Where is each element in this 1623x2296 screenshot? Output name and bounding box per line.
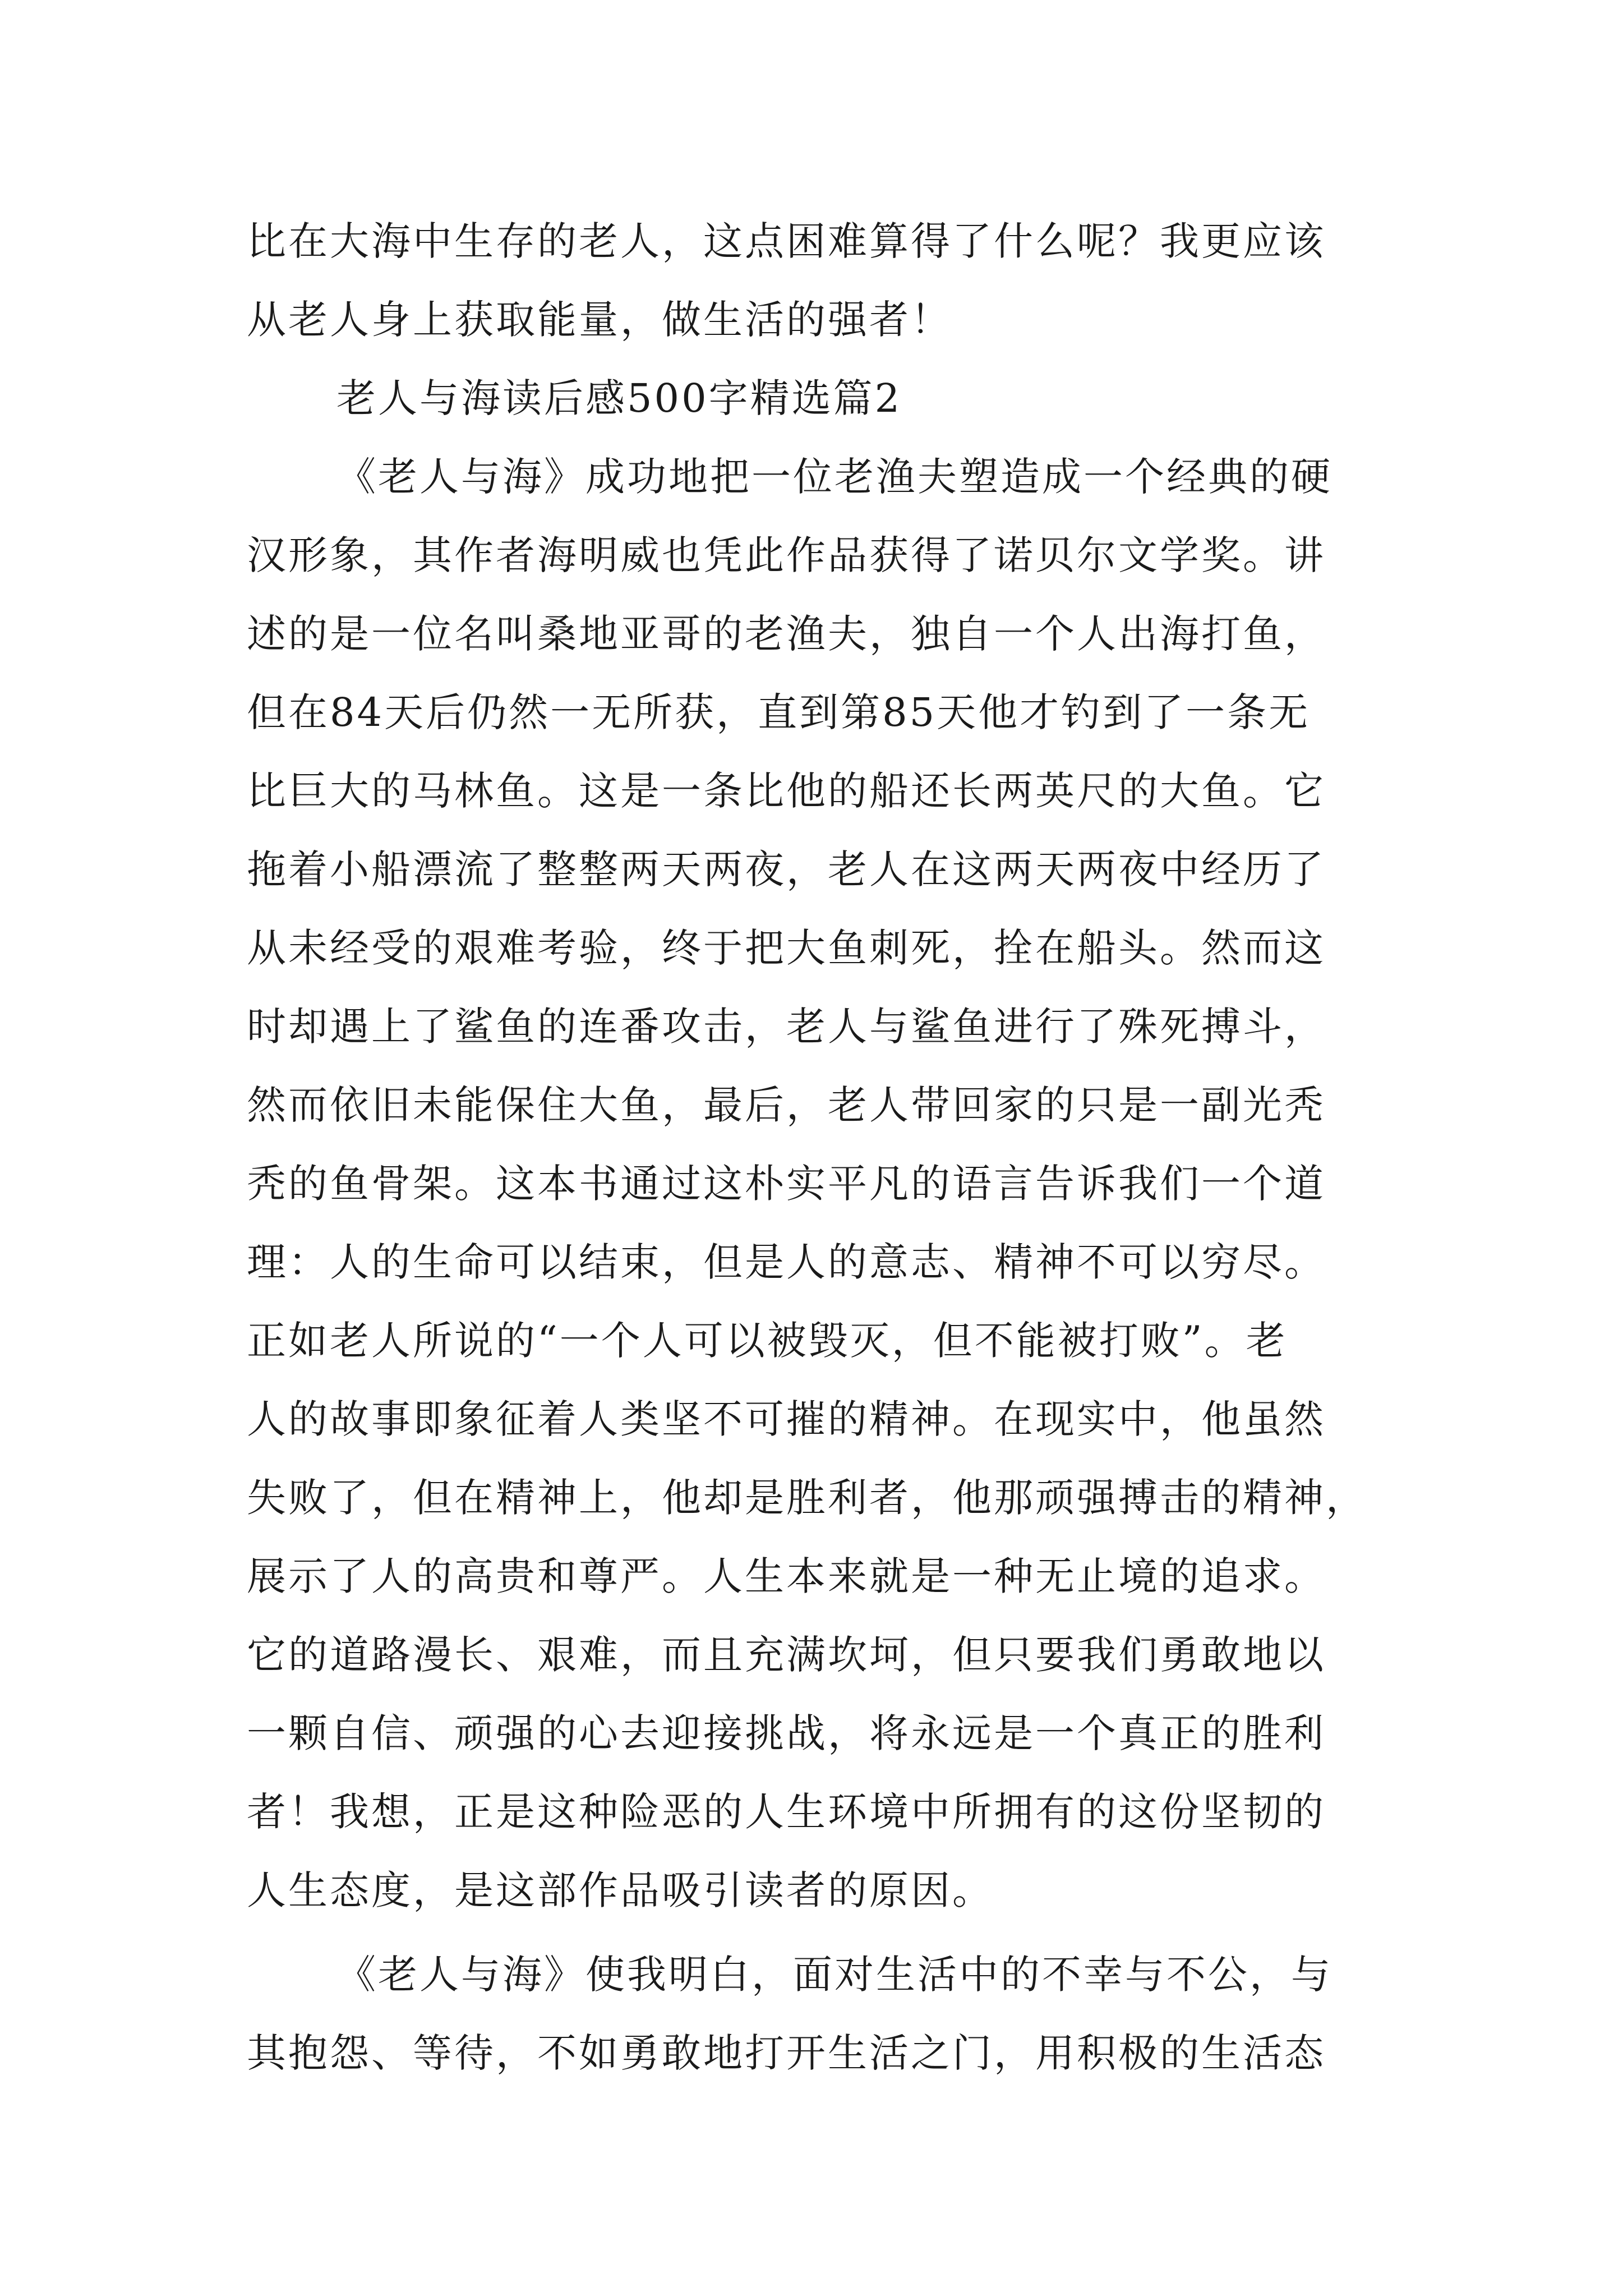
text-line: 述的是一位名叫桑地亚哥的老渔夫，独自一个人出海打鱼， [247,611,1326,657]
text-line: 秃的鱼骨架。这本书通过这朴实平凡的语言告诉我们一个道 [247,1161,1326,1207]
text-line: 正如老人所说的“一个人可以被毁灭，但不能被打败”。老 [247,1318,1288,1364]
text-line: 一颗自信、顽强的心去迎接挑战，将永远是一个真正的胜利 [247,1710,1326,1756]
paragraph-start: 《老人与海》使我明白，面对生活中的不幸与不公，与 [336,1952,1332,1998]
text-line: 从老人身上获取能量，做生活的强者！ [247,297,952,343]
text-line: 展示了人的高贵和尊严。人生本来就是一种无止境的追求。 [247,1553,1326,1599]
text-line: 比在大海中生存的老人，这点困难算得了什么呢？我更应该 [247,218,1326,264]
text-line: 汉形象，其作者海明威也凭此作品获得了诺贝尔文学奖。讲 [247,532,1326,578]
paragraph-start: 《老人与海》成功地把一位老渔夫塑造成一个经典的硬 [336,454,1332,500]
text-line: 其抱怨、等待，不如勇敢地打开生活之门，用积极的生活态 [247,2030,1326,2076]
text-line: 者！我想，正是这种险恶的人生环境中所拥有的这份坚韧的 [247,1789,1326,1835]
text-line: 它的道路漫长、艰难，而且充满坎坷，但只要我们勇敢地以 [247,1632,1326,1678]
text-line: 人生态度，是这部作品吸引读者的原因。 [247,1867,994,1913]
text-line: 但在84天后仍然一无所获，直到第85天他才钓到了一条无 [247,689,1311,735]
text-line: 拖着小船漂流了整整两天两夜，老人在这两天两夜中经历了 [247,846,1326,892]
text-line: 比巨大的马林鱼。这是一条比他的船还长两英尺的大鱼。它 [247,768,1326,814]
text-line: 时却遇上了鲨鱼的连番攻击，老人与鲨鱼进行了殊死搏斗， [247,1004,1326,1050]
text-line: 然而依旧未能保住大鱼，最后，老人带回家的只是一副光秃 [247,1082,1326,1128]
section-heading: 老人与海读后感500字精选篇2 [336,375,902,421]
text-line: 从未经受的艰难考验，终于把大鱼刺死，拴在船头。然而这 [247,925,1326,971]
text-line: 失败了，但在精神上，他却是胜利者，他那顽强搏击的精神， [247,1475,1367,1521]
text-line: 理：人的生命可以结束，但是人的意志、精神不可以穷尽。 [247,1239,1326,1285]
text-line: 人的故事即象征着人类坚不可摧的精神。在现实中，他虽然 [247,1396,1326,1442]
